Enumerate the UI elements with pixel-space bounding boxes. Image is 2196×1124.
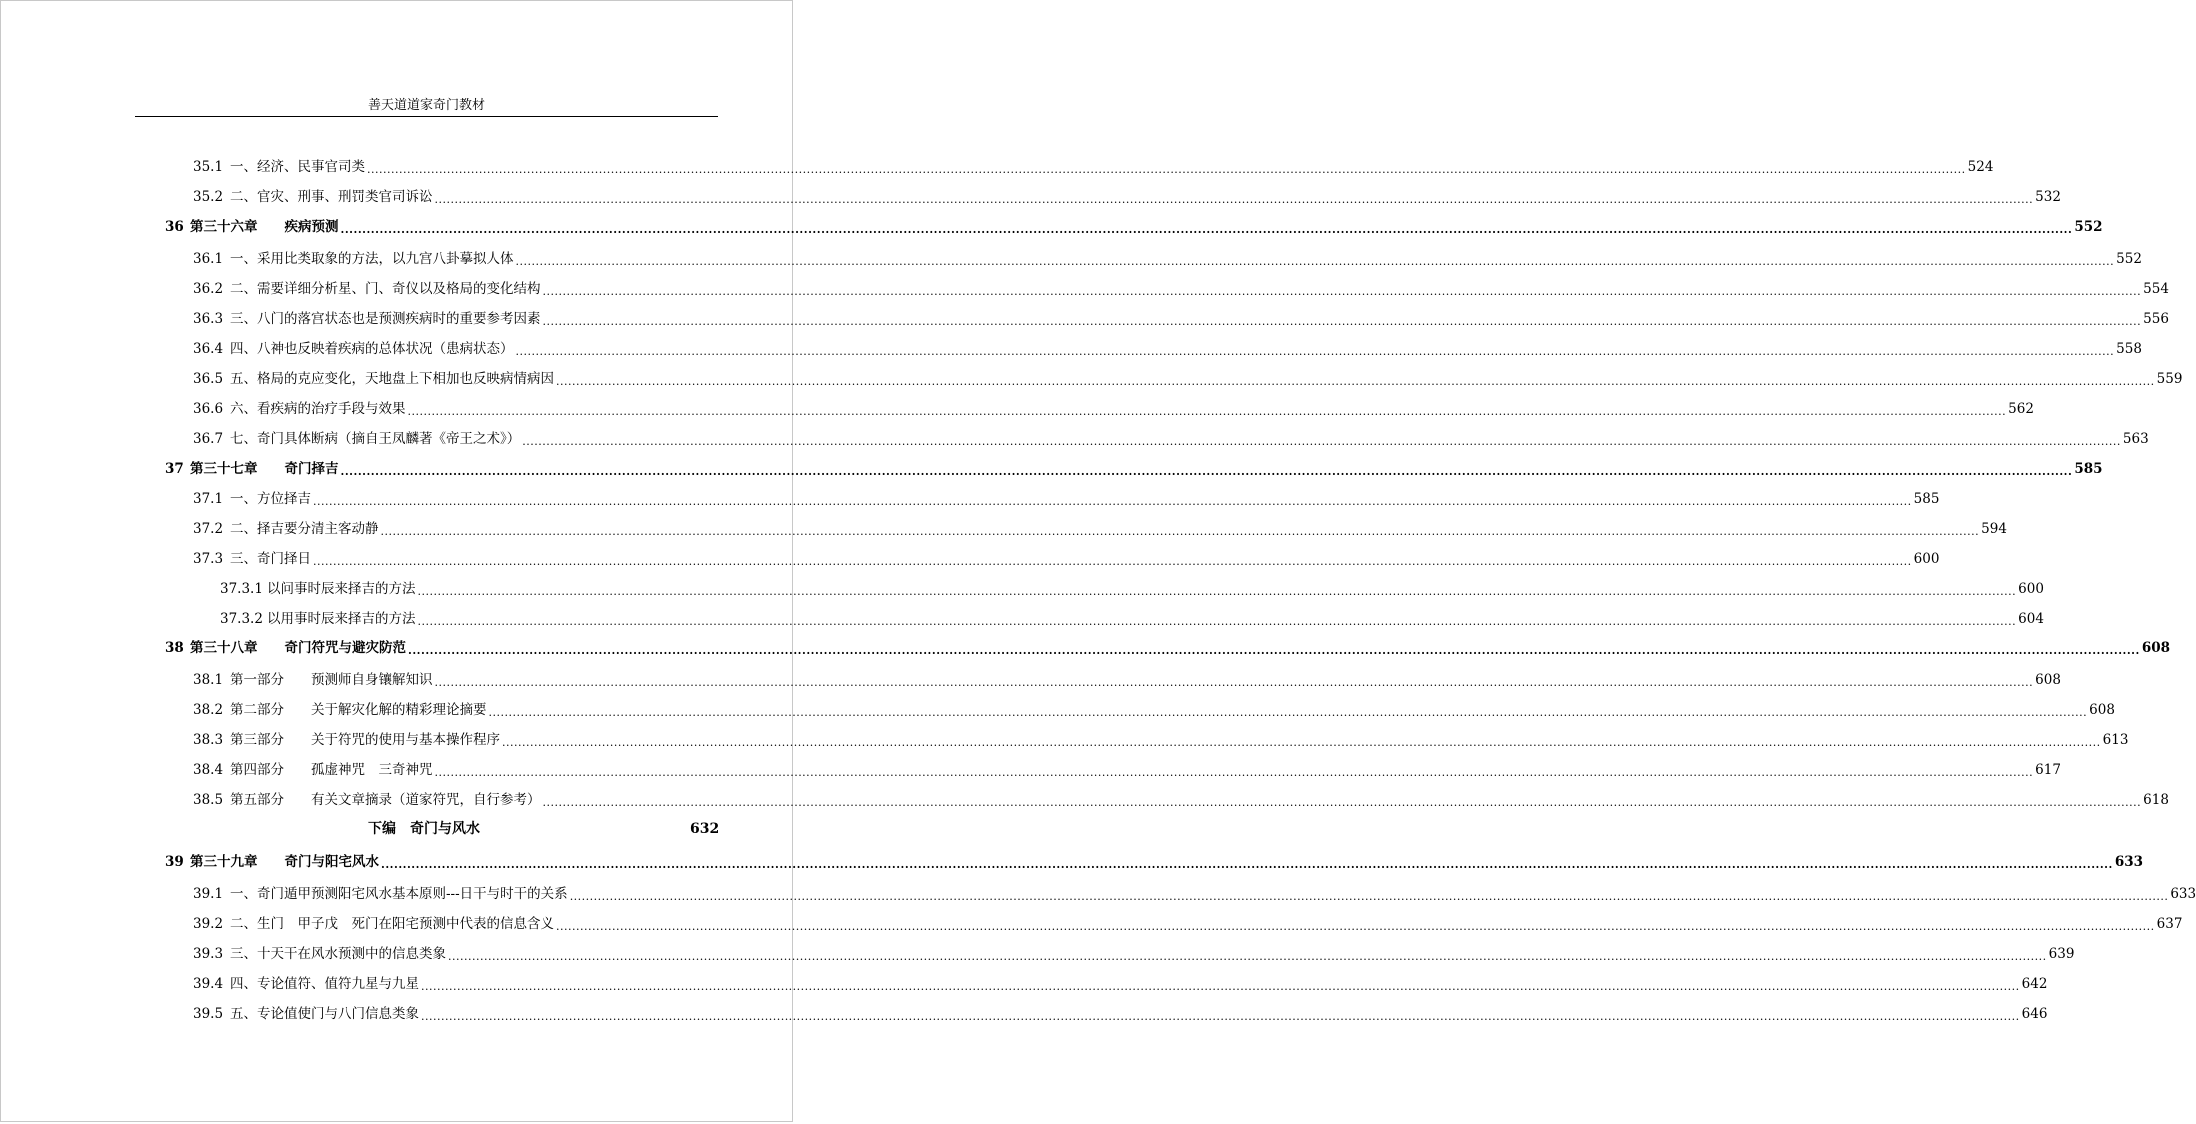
dot-leader: ................................................................................................................................................................................................................................................................................................................................................................................................................ xyxy=(515,255,2115,268)
toc-entry-title: 第四部分 孤虚神咒 三奇神咒 xyxy=(230,762,433,778)
dot-leader: ................................................................................................................................................................................................................................................................................................................................................................................................................ xyxy=(488,706,2088,719)
toc-entry-title: 第三部分 关于符咒的使用与基本操作程序 xyxy=(230,732,500,748)
dot-leader: ................................................................................................................................................................................................................................................................................................................................................................................................................ xyxy=(381,858,2113,871)
toc-entry-number: 38 xyxy=(165,640,184,656)
dot-leader: ................................................................................................................................................................................................................................................................................................................................................................................................................ xyxy=(340,465,2073,478)
toc-entry[interactable] xyxy=(193,428,2149,450)
dot-leader: ................................................................................................................................................................................................................................................................................................................................................................................................................ xyxy=(556,375,2155,388)
toc-entry-page-number: 558 xyxy=(2116,341,2142,357)
toc-entry-number: 39.5 xyxy=(193,1006,224,1022)
toc-entry[interactable] xyxy=(193,308,2169,330)
toc-entry-page-number: 633 xyxy=(2170,886,2196,902)
toc-entry[interactable] xyxy=(193,913,2183,935)
toc-chapter-entry[interactable] xyxy=(165,637,2171,659)
dot-leader: ................................................................................................................................................................................................................................................................................................................................................................................................................ xyxy=(340,223,2073,236)
toc-entry-page-number: 642 xyxy=(2021,976,2048,992)
toc-entry-title: 第二部分 关于解灾化解的精彩理论摘要 xyxy=(230,702,487,718)
toc-entry-number: 35.1 xyxy=(193,159,224,175)
toc-entry-number: 38.5 xyxy=(193,792,224,808)
toc-entry[interactable] xyxy=(193,156,1994,178)
toc-entry-number: 36.2 xyxy=(193,281,224,297)
dot-leader: ................................................................................................................................................................................................................................................................................................................................................................................................................ xyxy=(434,193,2034,206)
toc-entry-page-number: 639 xyxy=(2048,946,2075,962)
toc-entry-title: 以用事时辰来择吉的方法 xyxy=(267,611,416,627)
toc-entry-title: 四、八神也反映着疾病的总体状况（患病状态） xyxy=(230,341,514,357)
toc-entry-page-number: 600 xyxy=(1913,551,1940,567)
toc-entry-number: 39.1 xyxy=(193,886,224,902)
toc-entry-title: 七、奇门具体断病（摘自王凤麟著《帝王之术》） xyxy=(230,431,521,447)
dot-leader: ................................................................................................................................................................................................................................................................................................................................................................................................................ xyxy=(313,495,1912,508)
toc-entry-title: 第三十七章 奇门择吉 xyxy=(190,461,339,477)
toc-entry-page-number: 618 xyxy=(2143,792,2169,808)
toc-entry-page-number: 552 xyxy=(2074,219,2103,235)
toc-entry[interactable] xyxy=(193,278,2169,300)
dot-leader: ................................................................................................................................................................................................................................................................................................................................................................................................................ xyxy=(515,345,2115,358)
dot-leader: ................................................................................................................................................................................................................................................................................................................................................................................................................ xyxy=(421,1010,2020,1023)
toc-entry[interactable] xyxy=(193,883,2196,905)
part-page-number: 632 xyxy=(690,821,720,837)
toc-chapter-entry[interactable] xyxy=(165,458,2103,480)
toc-entry-title: 五、专论值使门与八门信息类象 xyxy=(230,1006,419,1022)
toc-entry-page-number: 608 xyxy=(2035,672,2061,688)
toc-entry-number: 37.2 xyxy=(193,521,224,537)
toc-entry-page-number: 604 xyxy=(2018,611,2044,627)
toc-entry-title: 第三十九章 奇门与阳宅风水 xyxy=(190,854,379,870)
toc-entry-page-number: 633 xyxy=(2114,854,2144,870)
toc-chapter-entry[interactable] xyxy=(165,851,2144,873)
toc-entry-number: 39.2 xyxy=(193,916,224,932)
toc-entry-number: 36.3 xyxy=(193,311,224,327)
toc-entry-number: 38.1 xyxy=(193,672,224,688)
toc-entry-title: 二、需要详细分析星、门、奇仪以及格局的变化结构 xyxy=(230,281,541,297)
toc-entry-number: 39.4 xyxy=(193,976,224,992)
toc-entry[interactable] xyxy=(193,699,2115,721)
toc-entry-title: 一、方位择吉 xyxy=(230,491,311,507)
toc-entry-page-number: 608 xyxy=(2141,640,2171,656)
dot-leader: ................................................................................................................................................................................................................................................................................................................................................................................................................ xyxy=(407,405,2007,418)
toc-entry-page-number: 600 xyxy=(2018,581,2044,597)
toc-entry[interactable] xyxy=(193,398,2034,420)
dot-leader: ................................................................................................................................................................................................................................................................................................................................................................................................................ xyxy=(408,644,2140,657)
toc-entry-number: 38.2 xyxy=(193,702,224,718)
dot-leader: ................................................................................................................................................................................................................................................................................................................................................................................................................ xyxy=(434,766,2034,779)
toc-entry-number: 38.4 xyxy=(193,762,224,778)
toc-entry-title: 第五部分 有关文章摘录（道家符咒，自行参考） xyxy=(230,792,541,808)
toc-entry-title: 三、八门的落宫状态也是预测疾病时的重要参考因素 xyxy=(230,311,541,327)
toc-entry[interactable] xyxy=(193,729,2129,751)
dot-leader: ................................................................................................................................................................................................................................................................................................................................................................................................................ xyxy=(380,525,1980,538)
toc-entry[interactable] xyxy=(193,973,2048,995)
toc-entry-page-number: 554 xyxy=(2143,281,2169,297)
toc-chapter-entry[interactable] xyxy=(165,216,2103,238)
toc-entry[interactable] xyxy=(220,578,2044,600)
toc-entry-number: 36.7 xyxy=(193,431,224,447)
toc-entry-title: 一、经济、民事官司类 xyxy=(230,159,365,175)
toc-entry[interactable] xyxy=(193,248,2142,270)
toc-entry-number: 36.5 xyxy=(193,371,224,387)
toc-entry[interactable] xyxy=(193,488,1940,510)
toc-entry-number: 35.2 xyxy=(193,189,224,205)
dot-leader: ................................................................................................................................................................................................................................................................................................................................................................................................................ xyxy=(556,920,2155,933)
toc-entry-number: 36.6 xyxy=(193,401,224,417)
dot-leader: ................................................................................................................................................................................................................................................................................................................................................................................................................ xyxy=(448,950,2047,963)
toc-entry-page-number: 637 xyxy=(2156,916,2183,932)
toc-entry-page-number: 562 xyxy=(2008,401,2034,417)
toc-entry-number: 36 xyxy=(165,219,184,235)
toc-entry[interactable] xyxy=(193,368,2183,390)
toc-entry-page-number: 594 xyxy=(1981,521,2007,537)
toc-entry-title: 第三十六章 疾病预测 xyxy=(190,219,339,235)
toc-entry-page-number: 608 xyxy=(2089,702,2115,718)
toc-entry[interactable] xyxy=(193,759,2061,781)
toc-entry[interactable] xyxy=(193,518,2007,540)
toc-entry[interactable] xyxy=(220,608,2044,630)
toc-entry-number: 39.3 xyxy=(193,946,224,962)
dot-leader: ................................................................................................................................................................................................................................................................................................................................................................................................................ xyxy=(522,435,2121,448)
toc-entry-page-number: 585 xyxy=(2074,461,2103,477)
toc-entry-number: 39 xyxy=(165,854,184,870)
dot-leader: ................................................................................................................................................................................................................................................................................................................................................................................................................ xyxy=(542,285,2142,298)
toc-entry-page-number: 563 xyxy=(2122,431,2149,447)
toc-entry[interactable] xyxy=(193,338,2142,360)
toc-entry-number: 37.3.2 xyxy=(220,611,263,627)
dot-leader: ................................................................................................................................................................................................................................................................................................................................................................................................................ xyxy=(542,796,2142,809)
dot-leader: ................................................................................................................................................................................................................................................................................................................................................................................................................ xyxy=(367,163,1966,176)
toc-entry-number: 36.1 xyxy=(193,251,224,267)
dot-leader: ................................................................................................................................................................................................................................................................................................................................................................................................................ xyxy=(313,555,1912,568)
toc-entry-title: 五、格局的克应变化，天地盘上下相加也反映病情病因 xyxy=(230,371,554,387)
dot-leader: ................................................................................................................................................................................................................................................................................................................................................................................................................ xyxy=(542,315,2142,328)
toc-entry-number: 37.1 xyxy=(193,491,224,507)
toc-entry-page-number: 532 xyxy=(2035,189,2061,205)
dot-leader: ................................................................................................................................................................................................................................................................................................................................................................................................................ xyxy=(502,736,2101,749)
dot-leader: ................................................................................................................................................................................................................................................................................................................................................................................................................ xyxy=(417,615,2017,628)
toc-entry[interactable] xyxy=(193,789,2169,811)
toc-entry-number: 37.3.1 xyxy=(220,581,263,597)
toc-entry[interactable] xyxy=(193,943,2075,965)
toc-entry-number: 37 xyxy=(165,461,184,477)
toc-entry-page-number: 524 xyxy=(1967,159,1994,175)
page-header-title: 善天道道家奇门教材 xyxy=(367,98,485,113)
toc-entry-page-number: 556 xyxy=(2143,311,2169,327)
toc-entry-title: 第三十八章 奇门符咒与避灾防范 xyxy=(190,640,406,656)
toc-entry[interactable] xyxy=(193,1003,2048,1025)
toc-entry-title: 一、采用比类取象的方法，以九宫八卦摹拟人体 xyxy=(230,251,514,267)
toc-entry-page-number: 617 xyxy=(2035,762,2061,778)
part-title[interactable]: 下编 奇门与风水 xyxy=(368,821,480,837)
toc-entry-page-number: 552 xyxy=(2116,251,2142,267)
toc-entry-title: 六、看疾病的治疗手段与效果 xyxy=(230,401,406,417)
toc-entry-title: 三、十天干在风水预测中的信息类象 xyxy=(230,946,446,962)
toc-entry-number: 38.3 xyxy=(193,732,224,748)
dot-leader: ................................................................................................................................................................................................................................................................................................................................................................................................................ xyxy=(417,585,2017,598)
toc-entry[interactable] xyxy=(193,186,2061,208)
toc-entry-number: 37.3 xyxy=(193,551,224,567)
toc-entry-title: 三、奇门择日 xyxy=(230,551,311,567)
toc-entry-page-number: 585 xyxy=(1913,491,1940,507)
toc-entry-title: 以问事时辰来择吉的方法 xyxy=(267,581,416,597)
toc-entry[interactable] xyxy=(193,669,2061,691)
toc-entry[interactable] xyxy=(193,548,1940,570)
toc-entry-page-number: 559 xyxy=(2156,371,2183,387)
toc-entry-title: 二、生门 甲子戊 死门在阳宅预测中代表的信息含义 xyxy=(230,916,554,932)
dot-leader: ................................................................................................................................................................................................................................................................................................................................................................................................................ xyxy=(434,676,2034,689)
toc-entry-title: 二、官灾、刑事、刑罚类官司诉讼 xyxy=(230,189,433,205)
dot-leader: ................................................................................................................................................................................................................................................................................................................................................................................................................ xyxy=(569,890,2169,903)
dot-leader: ................................................................................................................................................................................................................................................................................................................................................................................................................ xyxy=(421,980,2020,993)
toc-entry-title: 二、择吉要分清主客动静 xyxy=(230,521,379,537)
toc-entry-page-number: 646 xyxy=(2021,1006,2048,1022)
toc-entry-title: 四、专论值符、值符九星与九星 xyxy=(230,976,419,992)
toc-entry-title: 一、奇门遁甲预测阳宅风水基本原则---日干与时干的关系 xyxy=(230,886,568,902)
toc-entry-number: 36.4 xyxy=(193,341,224,357)
toc-entry-page-number: 613 xyxy=(2102,732,2129,748)
toc-entry-title: 第一部分 预测师自身镶解知识 xyxy=(230,672,433,688)
